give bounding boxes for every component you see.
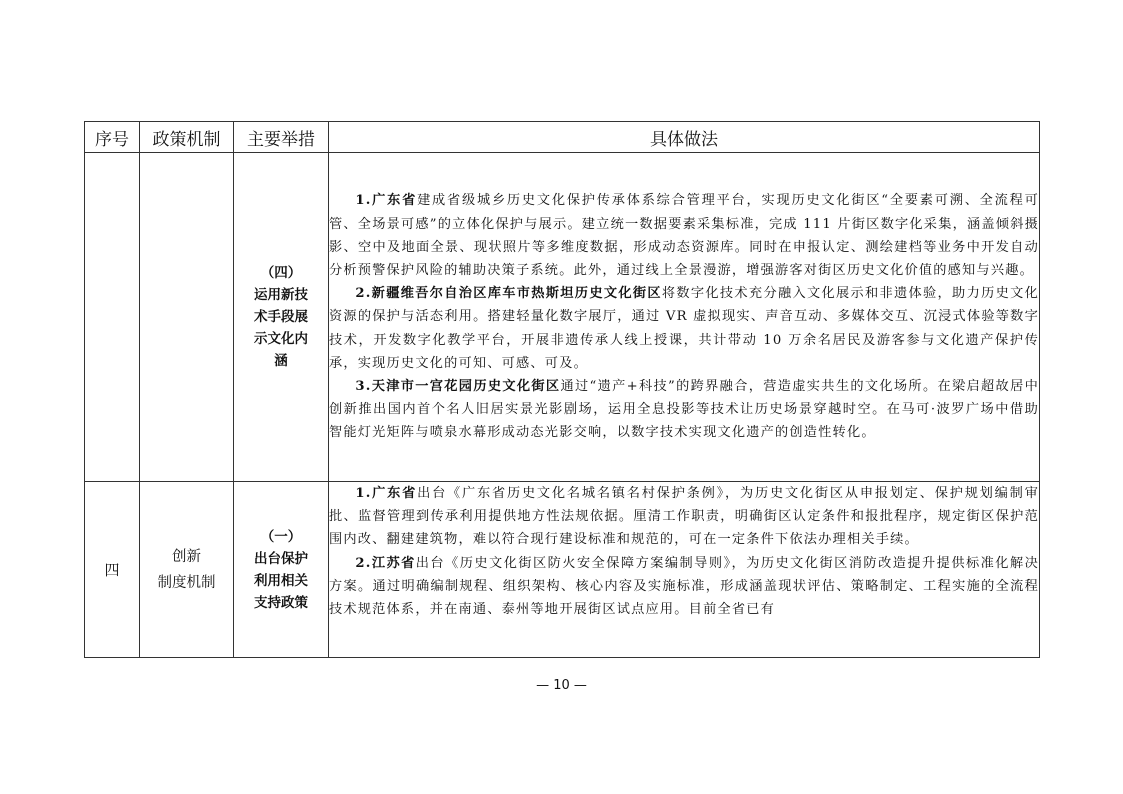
measure-line: 支持政策 <box>254 594 308 611</box>
detail-lead: 2.江苏省 <box>355 555 416 571</box>
header-details: 具体做法 <box>329 122 1040 153</box>
header-mechanism: 政策机制 <box>140 122 234 153</box>
mechanism-line: 创新 <box>172 548 201 565</box>
header-measure: 主要举措 <box>234 122 329 153</box>
detail-clip <box>329 482 1039 653</box>
detail-text: 出台《历史文化街区防火安全保障方案编制导则》，为历史文化街区消防改造提升提供标准化解决方案。通过明确编制规程、组织架构、核心内容及实施标准，形成涵盖现状评估、策略制定、工程实施的全流程技术规范体系，并在南通、泰州等地开展街区试点应用。目前全省已有 <box>329 555 1039 618</box>
row-details <box>329 482 1040 658</box>
mechanism-line: 制度机制 <box>157 574 216 591</box>
measure-line: 涵 <box>274 353 288 369</box>
detail-text: 建成省级城乡历史文化保护传承体系综合管理平台，实现历史文化街区“全要素可溯、全流程可管、全场景可感”的立体化保护与展示。建立统一数据要素采集标准，完成 111 片街区数字化采集，涵盖倾斜摄影、空中及地面全景、现状照片等多维度数据，形成动态资源库。同时在申报认定、测绘建档等业务中开发自动分析预警保护风险的辅助决策子系统。此外，通过线上全景漫游，增强游客对街区历史文化价值的感知与兴趣。 <box>329 193 1039 278</box>
detail-text: 出台《广东省历史文化名城名镇名村保护条例》，为历史文化街区从申报划定、保护规划编制审批、监督管理到传承利用提供地方性法规依据。厘清工作职责，明确街区认定条件和报批程序，规定街区保护范围内改、翻建建筑物，难以符合现行建设标准和规范的，可在一定条件下依法办理相关手续。 <box>329 486 1039 548</box>
detail-paragraph <box>329 282 1039 375</box>
measure-index: （四） <box>260 265 302 281</box>
measure-line: 运用新技 <box>254 287 308 303</box>
header-number: 序号 <box>85 122 140 153</box>
detail-text: 通过“遗产+科技”的跨界融合，营造虚实共生的文化场所。在梁启超故居中创新推出国内首个名人旧居实景光影剧场，运用全息投影等技术让历史场景穿越时空。在马可·波罗广场中借助智能灯光矩阵与喷泉水幕形成动态光影交响，以数字技术实现文化遗产的创造性转化。 <box>329 379 1039 441</box>
detail-text: 将数字化技术充分融入文化展示和非遗体验，助力历史文化资源的保护与活态利用。搭建轻量化数字展厅，通过 VR 虚拟现实、声音互动、多媒体交互、沉浸式体验等数字技术，开发数字化教学平台，开展非遗传承人线上授课，共计带动 10 万余名居民及游客参与文化遗产保护传承，实现历史文化的可知、可感、可及。 <box>329 286 1039 371</box>
row-measure <box>234 153 329 482</box>
row-number: 四 <box>85 482 140 658</box>
detail-lead: 2.新疆维吾尔自治区库车市热斯坦历史文化街区 <box>355 286 662 302</box>
row-number <box>85 153 140 482</box>
measure-line: 示文化内 <box>254 331 308 347</box>
detail-lead: 1.广东省 <box>355 193 418 209</box>
detail-paragraph <box>329 552 1039 622</box>
measure-line: 术手段展 <box>254 309 308 325</box>
row-mechanism <box>140 482 234 658</box>
table-header-row <box>85 122 1040 153</box>
detail-paragraph <box>329 189 1039 282</box>
detail-paragraph <box>329 375 1039 445</box>
page-number: — 10 — <box>536 678 587 693</box>
row-measure <box>234 482 329 658</box>
measure-line: 出台保护 <box>254 550 308 567</box>
measure-index: （一） <box>260 528 302 545</box>
table-row <box>85 153 1040 482</box>
measure-line: 利用相关 <box>254 572 308 589</box>
policy-table <box>84 121 1040 658</box>
row-mechanism <box>140 153 234 482</box>
detail-lead: 3.天津市一宫花园历史文化街区 <box>355 379 561 394</box>
row-details <box>329 153 1040 482</box>
table-row <box>85 482 1040 658</box>
detail-lead: 1.广东省 <box>355 486 418 501</box>
detail-paragraph <box>329 482 1039 552</box>
